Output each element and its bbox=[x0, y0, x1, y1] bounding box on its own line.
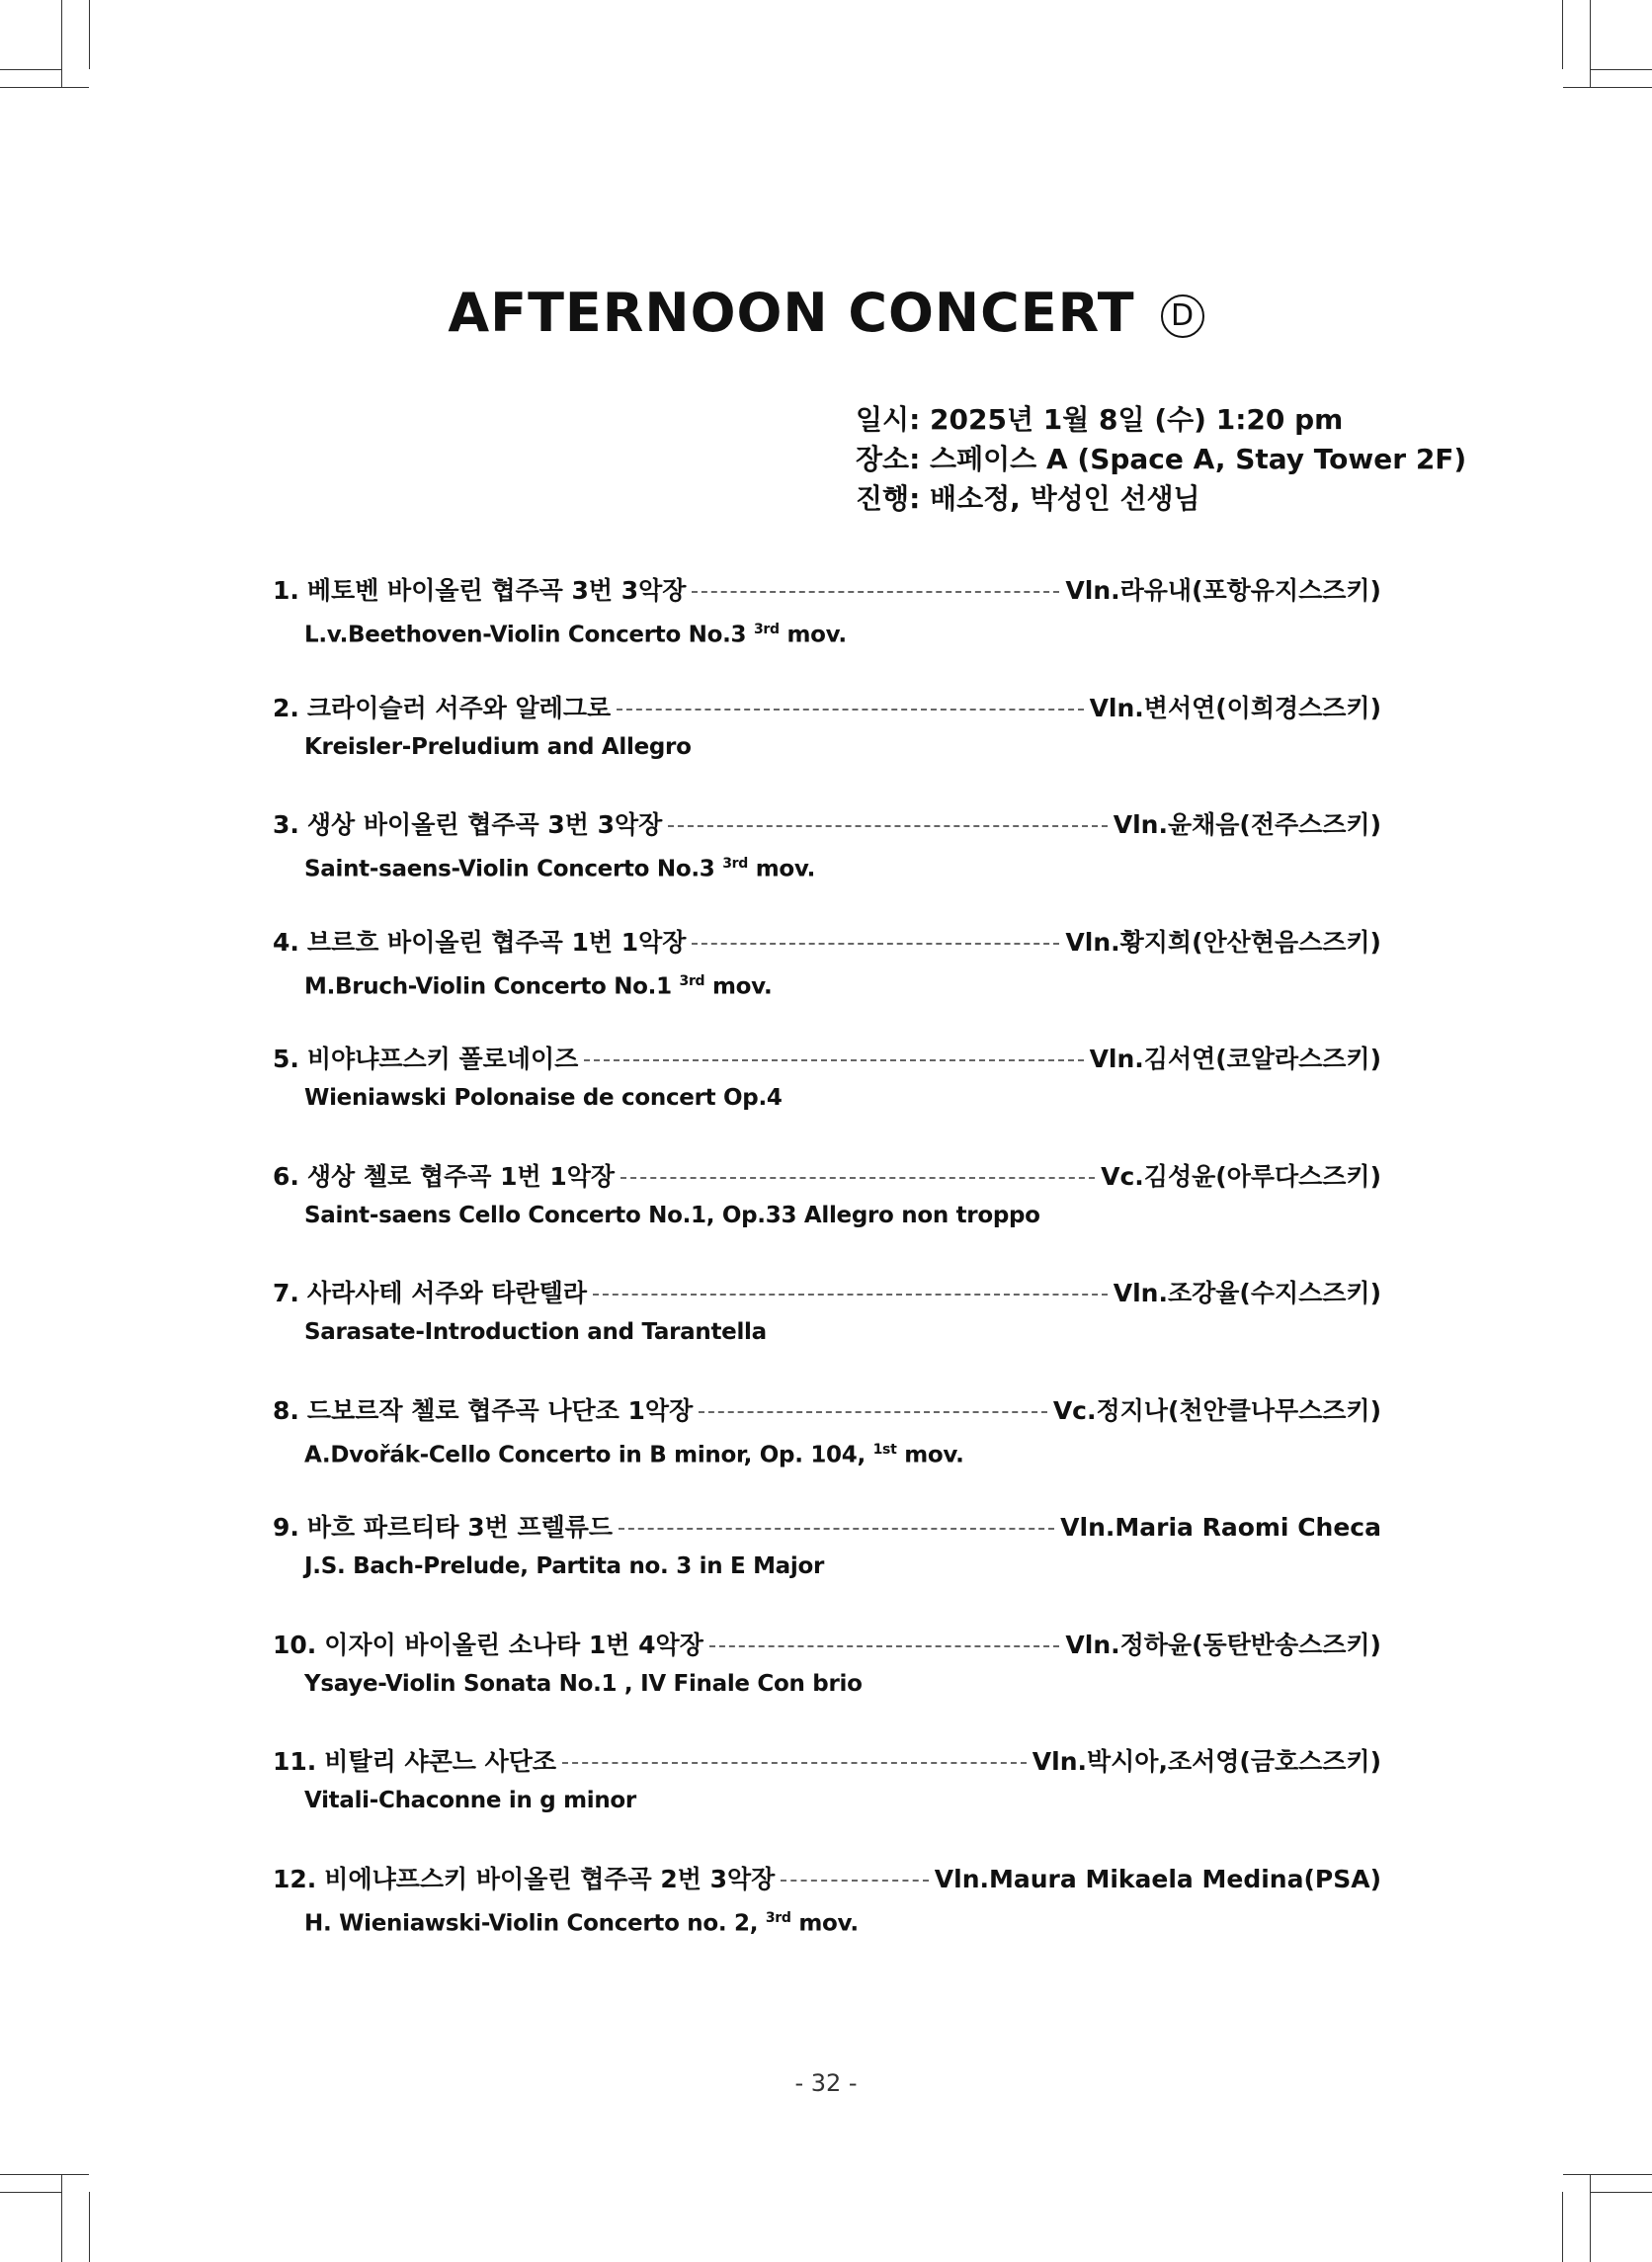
program-title-english bbox=[273, 1196, 1381, 1235]
program-item bbox=[273, 1861, 1381, 1978]
program-item-header bbox=[273, 924, 1381, 962]
concert-title-text: AFTERNOON CONCERT bbox=[448, 282, 1135, 344]
program-item bbox=[273, 690, 1381, 807]
program-item-header bbox=[273, 690, 1381, 727]
program-performer: Vln.라유내(포항유지스즈키) bbox=[1065, 576, 1381, 605]
movement-suffix: mov. bbox=[747, 856, 816, 882]
program-number: 7. bbox=[273, 1279, 299, 1307]
movement-ordinal: 3rd bbox=[753, 622, 780, 637]
program-performer: Vc.정지나(천안클나무스즈키) bbox=[1052, 1395, 1381, 1425]
crop-mark-top-left-h2 bbox=[0, 69, 61, 70]
crop-mark-top-right-v bbox=[1562, 0, 1563, 69]
program-title-english-text: J.S. Bach-Prelude, Partita no. 3 in E Major bbox=[304, 1553, 825, 1579]
crop-mark-bottom-left-h bbox=[0, 2174, 89, 2175]
info-venue: 장소: 스페이스 A (Space A, Stay Tower 2F) bbox=[856, 443, 1467, 475]
crop-mark-top-right-h2 bbox=[1590, 69, 1652, 70]
program-performer: Vln.박시아,조서영(금호스즈키) bbox=[1032, 1747, 1381, 1776]
crop-mark-top-left-v2 bbox=[61, 0, 62, 87]
program-title-english bbox=[273, 1664, 1381, 1704]
program-item-header bbox=[273, 572, 1381, 610]
program-item bbox=[273, 1627, 1381, 1744]
program-item-header bbox=[273, 1041, 1381, 1078]
program-performer: Vln.변서연(이희경스즈키) bbox=[1089, 693, 1381, 722]
program-performer: Vln.윤채음(전주스즈키) bbox=[1113, 810, 1381, 839]
program-item-header bbox=[273, 1275, 1381, 1312]
program-title-english-text: M.Bruch-Violin Concerto No.1 bbox=[304, 973, 680, 1000]
program-title-english bbox=[273, 1898, 1381, 1938]
movement-ordinal: 3rd bbox=[722, 856, 748, 872]
program-performer: Vln.김서연(코알라스즈키) bbox=[1089, 1045, 1381, 1073]
program-performer: Vln.Maura Mikaela Medina(PSA) bbox=[934, 1864, 1381, 1893]
crop-mark-bottom-left-v bbox=[89, 2192, 90, 2262]
movement-suffix: mov. bbox=[896, 1442, 964, 1468]
program-item bbox=[273, 806, 1381, 924]
crop-mark-bottom-right-h2 bbox=[1590, 2192, 1652, 2193]
movement-ordinal: 1st bbox=[872, 1441, 897, 1458]
program-title-english-text: Ysaye-Violin Sonata No.1 , IV Finale Con brio bbox=[304, 1670, 863, 1697]
program-title-english bbox=[273, 1547, 1381, 1586]
program-title-korean: 드보르작 첼로 협주곡 나단조 1악장 bbox=[306, 1395, 694, 1425]
program-number: 2. bbox=[273, 693, 299, 722]
dotted-leader bbox=[692, 943, 1059, 945]
program-number: 10. bbox=[273, 1630, 317, 1659]
crop-mark-bottom-left-h2 bbox=[0, 2192, 61, 2193]
dotted-leader bbox=[668, 825, 1107, 827]
program-title-english bbox=[273, 962, 1381, 1001]
movement-suffix: mov. bbox=[704, 973, 773, 1000]
concert-letter-badge: D bbox=[1161, 294, 1204, 338]
program-item bbox=[273, 1509, 1381, 1627]
dotted-leader bbox=[562, 1762, 1027, 1764]
program-title-korean: 비탈리 샤콘느 사단조 bbox=[324, 1747, 557, 1776]
movement-ordinal: 3rd bbox=[679, 972, 705, 989]
program-number: 9. bbox=[273, 1513, 299, 1542]
crop-mark-top-left-h bbox=[0, 87, 89, 88]
program-title-english bbox=[273, 844, 1381, 883]
program-item bbox=[273, 1743, 1381, 1861]
dotted-leader bbox=[619, 1528, 1054, 1530]
program-item bbox=[273, 1275, 1381, 1392]
movement-suffix: mov. bbox=[790, 1910, 859, 1937]
program-item-header bbox=[273, 1158, 1381, 1196]
program-number: 12. bbox=[273, 1864, 317, 1893]
program-title-korean: 비야냐프스키 폴로네이즈 bbox=[306, 1045, 579, 1073]
dotted-leader bbox=[617, 709, 1083, 711]
program-title-english-text: Saint-saens-Violin Concerto No.3 bbox=[304, 856, 723, 882]
movement-suffix: mov. bbox=[779, 622, 847, 648]
program-title-korean: 생상 바이올린 협주곡 3번 3악장 bbox=[306, 810, 663, 839]
crop-mark-bottom-right-h bbox=[1563, 2174, 1652, 2175]
program-item-header bbox=[273, 1743, 1381, 1781]
program-performer: Vln.황지희(안산현음스즈키) bbox=[1065, 927, 1381, 957]
program-performer: Vln.정하윤(동탄반송스즈키) bbox=[1065, 1630, 1381, 1659]
program-number: 5. bbox=[273, 1045, 299, 1073]
crop-mark-bottom-right-v2 bbox=[1590, 2174, 1591, 2262]
program-item bbox=[273, 1158, 1381, 1276]
program-item-header bbox=[273, 1627, 1381, 1664]
program-title-english bbox=[273, 610, 1381, 649]
program-title-korean: 비에냐프스키 바이올린 협주곡 2번 3악장 bbox=[324, 1864, 776, 1893]
program-title-english-text: L.v.Beethoven-Violin Concerto No.3 bbox=[304, 622, 754, 648]
crop-mark-bottom-right-v bbox=[1562, 2192, 1563, 2262]
program-title-korean: 이자이 바이올린 소나타 1번 4악장 bbox=[324, 1630, 703, 1659]
program-title-korean: 베토벤 바이올린 협주곡 3번 3악장 bbox=[306, 576, 687, 605]
crop-mark-top-right-v2 bbox=[1590, 0, 1591, 87]
program-title-english-text: Sarasate-Introduction and Tarantella bbox=[304, 1319, 767, 1345]
program-item-header bbox=[273, 1392, 1381, 1430]
program-title-korean: 브르흐 바이올린 협주곡 1번 1악장 bbox=[306, 927, 687, 957]
program-title-english bbox=[273, 727, 1381, 767]
program-title-english bbox=[273, 1781, 1381, 1820]
program-title-english bbox=[273, 1078, 1381, 1118]
program-title-english-text: Saint-saens Cello Concerto No.1, Op.33 Allegro non troppo bbox=[304, 1202, 1040, 1228]
program-performer: Vln.조강율(수지스즈키) bbox=[1113, 1279, 1381, 1307]
program-title-korean: 생상 첼로 협주곡 1번 1악장 bbox=[306, 1161, 616, 1191]
page-number: - 32 - bbox=[794, 2069, 858, 2097]
program-item bbox=[273, 1041, 1381, 1158]
program-number: 6. bbox=[273, 1161, 299, 1191]
program-performer: Vln.Maria Raomi Checa bbox=[1060, 1513, 1381, 1542]
program-list bbox=[273, 572, 1381, 1977]
info-date: 일시: 2025년 1월 8일 (수) 1:20 pm bbox=[856, 403, 1344, 436]
program-title-english-text: H. Wieniawski-Violin Concerto no. 2, bbox=[304, 1910, 766, 1937]
crop-mark-top-right-h bbox=[1563, 87, 1652, 88]
crop-mark-bottom-left-v2 bbox=[61, 2174, 62, 2262]
program-number: 11. bbox=[273, 1747, 317, 1776]
program-number: 4. bbox=[273, 927, 299, 957]
program-title-english bbox=[273, 1312, 1381, 1352]
dotted-leader bbox=[620, 1177, 1095, 1179]
program-title-english-text: A.Dvořák-Cello Concerto in B minor, Op. 104, bbox=[304, 1442, 873, 1468]
movement-ordinal: 3rd bbox=[765, 1909, 791, 1926]
info-host: 진행: 배소정, 박성인 선생님 bbox=[856, 482, 1200, 515]
program-item-header bbox=[273, 806, 1381, 844]
program-title-english-text: Wieniawski Polonaise de concert Op.4 bbox=[304, 1085, 783, 1111]
program-title-english-text: Kreisler-Preludium and Allegro bbox=[304, 733, 692, 760]
program-item bbox=[273, 572, 1381, 690]
program-item bbox=[273, 924, 1381, 1042]
program-performer: Vc.김성윤(아루다스즈키) bbox=[1101, 1161, 1381, 1191]
dotted-leader bbox=[593, 1294, 1108, 1296]
program-title-english-text: Vitali-Chaconne in g minor bbox=[304, 1788, 636, 1813]
program-title-korean: 사라사테 서주와 타란텔라 bbox=[306, 1279, 587, 1307]
dotted-leader bbox=[709, 1645, 1060, 1647]
program-title-english bbox=[273, 1430, 1381, 1469]
concert-title bbox=[0, 282, 1652, 344]
program-item-header bbox=[273, 1861, 1381, 1898]
dotted-leader bbox=[584, 1059, 1083, 1061]
program-number: 3. bbox=[273, 810, 299, 839]
program-title-korean: 크라이슬러 서주와 알레그로 bbox=[306, 693, 612, 722]
program-item bbox=[273, 1392, 1381, 1510]
program-number: 1. bbox=[273, 576, 299, 605]
crop-mark-top-left-v bbox=[89, 0, 90, 69]
program-number: 8. bbox=[273, 1395, 299, 1425]
program-title-korean: 바흐 파르티타 3번 프렐류드 bbox=[306, 1513, 614, 1542]
dotted-leader bbox=[692, 591, 1059, 593]
concert-info bbox=[856, 400, 1466, 519]
dotted-leader bbox=[781, 1880, 928, 1882]
dotted-leader bbox=[699, 1411, 1047, 1413]
program-item-header bbox=[273, 1509, 1381, 1547]
